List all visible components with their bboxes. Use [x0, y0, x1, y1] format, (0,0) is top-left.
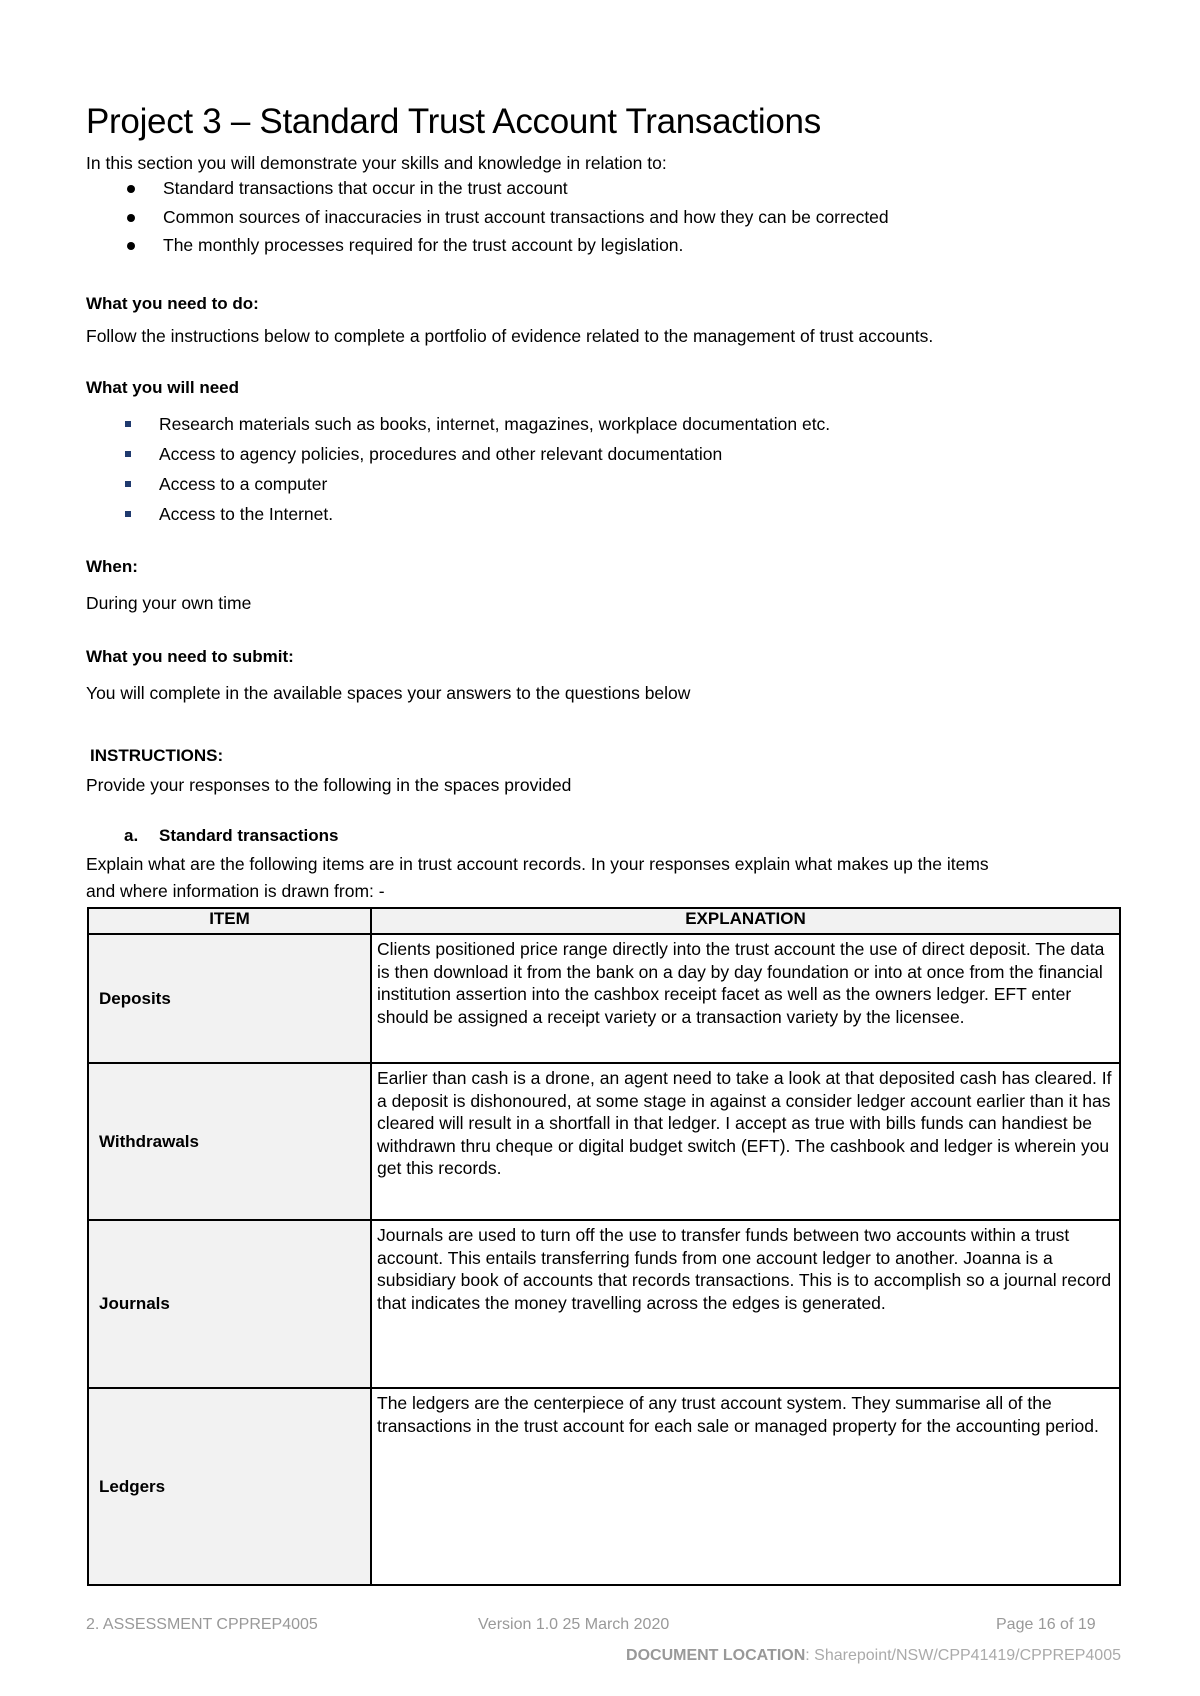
- item-cell: Withdrawals: [88, 1063, 371, 1220]
- column-header-item: ITEM: [88, 908, 371, 934]
- section-a-heading: [124, 826, 339, 846]
- section-a-title: Standard transactions: [159, 826, 339, 845]
- list-item: Access to the Internet.: [124, 503, 830, 533]
- intro-text: In this section you will demonstrate your skills and knowledge in relation to:: [86, 153, 667, 173]
- list-item: Access to agency policies, procedures and other relevant documentation: [124, 443, 830, 473]
- list-item: Standard transactions that occur in the trust account: [124, 177, 889, 206]
- explanation-cell: The ledgers are the centerpiece of any trust account system. They summarise all of the transactions in the trust account for each sale or managed property for the accounting period.: [371, 1388, 1120, 1585]
- when-text: During your own time: [86, 593, 252, 613]
- document-location-label: DOCUMENT LOCATION: [626, 1647, 806, 1664]
- item-cell: Journals: [88, 1220, 371, 1388]
- items-table: [87, 907, 1121, 1586]
- section-a-text-line1: Explain what are the following items are in trust account records. In your responses explain what makes up the items: [86, 854, 989, 874]
- explanation-cell: Journals are used to turn off the use to transfer funds between two accounts within a trust account. This entails transferring funds from one account ledger to another. Joanna is a subsidiary book of accounts that records transactions. This is to accomplish so a journal record that indicates the money travelling across the edges is generated.: [371, 1220, 1120, 1388]
- explanation-cell: Clients positioned price range directly into the trust account the use of direct deposit. The data is then download it from the bank on a day by day foundation or into at once from the financial institution assertion into the cashbox receipt facet as well as the owners ledger. EFT enter should be assigned a receipt variety or a transaction variety by the licensee.: [371, 934, 1120, 1063]
- submit-text: You will complete in the available spaces your answers to the questions below: [86, 683, 691, 703]
- explanation-cell: Earlier than cash is a drone, an agent need to take a look at that deposited cash has cleared. If a deposit is dishonoured, at some stage in against a consider ledger account earlier than it has cleared will result in a shortfall in that ledger. I accept as true with bills funds can handiest be withdrawn thru cheque or digital budget switch (EFT). The cashbook and ledger is wherein you get this records.: [371, 1063, 1120, 1220]
- square-bullet-icon: [125, 421, 131, 427]
- what-to-do-heading: What you need to do:: [86, 294, 259, 313]
- table-row: [88, 934, 1120, 1063]
- section-a-text-line2: and where information is drawn from: -: [86, 881, 385, 901]
- what-to-do-text: Follow the instructions below to complete a portfolio of evidence related to the management of trust accounts.: [86, 326, 934, 346]
- footer-assessment: 2. ASSESSMENT CPPREP4005: [86, 1616, 318, 1633]
- column-header-explanation: EXPLANATION: [371, 908, 1120, 934]
- list-item: Research materials such as books, internet, magazines, workplace documentation etc.: [124, 413, 830, 443]
- document-location-value: : Sharepoint/NSW/CPP41419/CPPREP4005: [805, 1647, 1121, 1664]
- table-row: [88, 1220, 1120, 1388]
- list-item: Access to a computer: [124, 473, 830, 503]
- bullet-icon: [127, 214, 135, 222]
- table-header-row: [88, 908, 1120, 934]
- page-title: Project 3 – Standard Trust Account Transactions: [86, 102, 821, 141]
- footer-document-location: [626, 1647, 1121, 1665]
- item-cell: Deposits: [88, 934, 371, 1063]
- bullet-icon: [127, 242, 135, 250]
- when-heading: When:: [86, 557, 138, 576]
- intro-bullet-list: [124, 177, 889, 263]
- instructions-heading: INSTRUCTIONS:: [90, 746, 224, 765]
- list-item: Common sources of inaccuracies in trust account transactions and how they can be corrected: [124, 206, 889, 235]
- square-bullet-icon: [125, 451, 131, 457]
- instructions-text: Provide your responses to the following in the spaces provided: [86, 775, 572, 795]
- square-bullet-icon: [125, 481, 131, 487]
- what-you-need-heading: What you will need: [86, 378, 240, 397]
- footer-version: Version 1.0 25 March 2020: [478, 1616, 670, 1633]
- square-bullet-icon: [125, 511, 131, 517]
- section-a-label: a.: [124, 826, 139, 845]
- what-you-need-list: [124, 413, 830, 533]
- table-row: [88, 1388, 1120, 1585]
- bullet-icon: [127, 185, 135, 193]
- item-cell: Ledgers: [88, 1388, 371, 1585]
- table-row: [88, 1063, 1120, 1220]
- list-item: The monthly processes required for the trust account by legislation.: [124, 234, 889, 263]
- footer-page-number: Page 16 of 19: [996, 1616, 1096, 1633]
- submit-heading: What you need to submit:: [86, 647, 294, 666]
